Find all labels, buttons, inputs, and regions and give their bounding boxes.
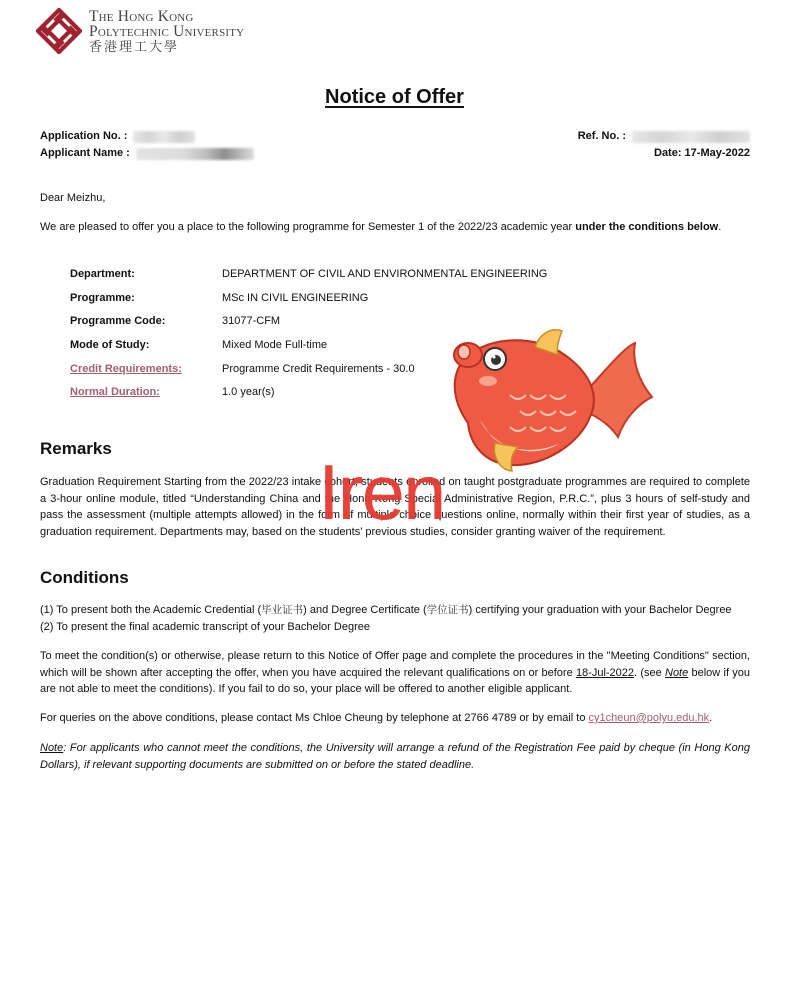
- note-text: : For applicants who cannot meet the conditions, the University will arrange a refund of the Registration Fee paid by cheque (in Hong Kong Dollars), if relevant supporting documents are submitted on or before the stated deadline.: [40, 742, 750, 771]
- application-no-row: [40, 128, 254, 145]
- application-no-label: Application No. :: [40, 130, 128, 142]
- credit-requirements-link[interactable]: Credit Requirements:: [70, 362, 182, 375]
- contact-email-link[interactable]: cy1cheun@polyu.edu.hk: [588, 712, 710, 724]
- university-name: [89, 9, 244, 54]
- intro-emphasis: under the conditions below: [575, 221, 719, 233]
- applicant-name-row: [40, 145, 254, 162]
- condition-1-part-b: ) and Degree Certificate (: [303, 604, 427, 616]
- programme-code-value: 31077-CFM: [222, 315, 281, 328]
- date-row: [578, 145, 750, 162]
- reference-info: [578, 128, 750, 162]
- deadline-date: 18-Jul-2022: [575, 666, 635, 679]
- page-title-text: Notice of Offer: [325, 86, 464, 108]
- note-label: Note: [40, 742, 64, 754]
- condition-1-part-a: (1) To present both the Academic Credential (: [40, 604, 262, 616]
- detail-row-department: [70, 262, 547, 286]
- mode-of-study-value: Mixed Mode Full-time: [222, 338, 328, 351]
- programme-label: Programme:: [70, 291, 135, 304]
- condition-item-1: [40, 602, 750, 619]
- ref-no-row: [578, 128, 750, 145]
- greeting: Dear Meizhu,: [40, 192, 106, 204]
- meet-conditions-text-c: below if you are not able to meet the conditions). If you fail to do so, your place will be offered to another eligible applicant.: [40, 666, 750, 695]
- university-logo: [35, 7, 244, 55]
- note-reference: Note: [665, 666, 689, 679]
- normal-duration-value: 1.0 year(s): [222, 386, 275, 399]
- applicant-info: [40, 128, 254, 162]
- application-no-redacted: [133, 131, 195, 143]
- university-name-chinese: 香港理工大學: [89, 38, 180, 54]
- detail-row-programme: [70, 286, 547, 310]
- remarks-text: Graduation Requirement Starting from the 2022/23 intake cohort, students enrolled on taught postgraduate programmes are required to complete a 3-hour online module, titled “Understanding China and the Hong Kong Special Administrative Region, P.R.C.”, plus 3 hours of self-study and pass the assessment (multiple attempts allowed) in the form of multiple choice questions online, normally within their first year of studies, as a graduation requirement. Departments may, based on the students' previous studies, consider granting waiver of the requirement.: [40, 476, 750, 538]
- applicant-name-label: Applicant Name :: [40, 147, 130, 159]
- refund-note: [40, 740, 750, 773]
- condition-1-chinese-1: 毕业证书: [261, 604, 304, 616]
- university-name-line2: Polytechnic University: [89, 22, 245, 40]
- department-value: DEPARTMENT OF CIVIL AND ENVIRONMENTAL ENGINEERING: [222, 267, 548, 280]
- intro-text: We are pleased to offer you a place to the following programme for Semester 1 of the 2022/23 academic year: [40, 221, 576, 233]
- watermark-text: Iren: [318, 448, 445, 536]
- programme-value: MSc IN CIVIL ENGINEERING: [222, 291, 369, 304]
- meet-conditions-paragraph: [40, 648, 750, 698]
- queries-paragraph: [40, 710, 750, 727]
- meet-conditions-text-b: . (see: [634, 666, 665, 679]
- remarks-heading: Remarks: [40, 439, 112, 458]
- condition-item-2: (2) To present the final academic transcript of your Bachelor Degree: [40, 621, 370, 633]
- normal-duration-link[interactable]: Normal Duration:: [70, 386, 160, 399]
- page-title: [0, 86, 789, 109]
- applicant-name-redacted: [136, 148, 254, 160]
- intro-end: .: [718, 221, 722, 233]
- programme-code-label: Programme Code:: [70, 315, 166, 328]
- queries-text: For queries on the above conditions, please contact Ms Chloe Cheung by telephone at 2766 4789 or by email to: [40, 712, 589, 724]
- meet-conditions-text-a: To meet the condition(s) or otherwise, please return to this Notice of Offer page and complete the procedures in the "Meeting Conditions" section, which will be shown after accepting the offer, when you have acquired the relevant qualifications on or before: [40, 650, 750, 679]
- department-label: Department:: [70, 267, 135, 280]
- condition-1-chinese-2: 学位证书: [426, 604, 469, 616]
- university-name-line1: The Hong Kong: [89, 7, 194, 25]
- conditions-heading: Conditions: [40, 568, 129, 587]
- polyu-emblem-icon: [35, 7, 83, 55]
- queries-end: .: [709, 712, 713, 724]
- intro-paragraph: [40, 219, 750, 236]
- koi-fish-sticker: [440, 325, 665, 475]
- condition-1-part-c: ) certifying your graduation with your Bachelor Degree: [468, 604, 732, 616]
- credit-requirements-value: Programme Credit Requirements - 30.0: [222, 362, 415, 375]
- mode-of-study-label: Mode of Study:: [70, 338, 150, 351]
- offer-date: Date: 17-May-2022: [654, 147, 750, 159]
- ref-no-redacted: [632, 131, 750, 143]
- ref-no-label: Ref. No. :: [577, 130, 626, 142]
